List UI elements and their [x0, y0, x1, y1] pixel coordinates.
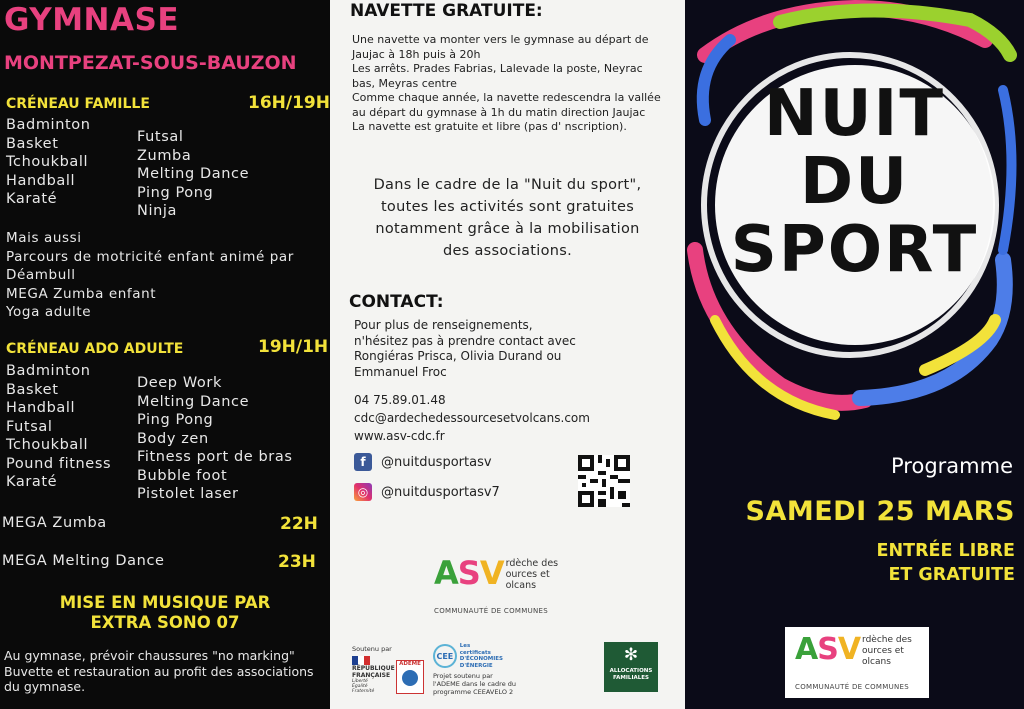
- entree-line: ET GRATUITE: [888, 565, 1015, 585]
- projet-line: l'ADEME dans le cadre du: [433, 680, 517, 688]
- text-line: Rongiéras Prisca, Olivia Durand ou: [354, 349, 562, 363]
- activity: Bubble foot: [137, 467, 228, 484]
- qr-code-icon[interactable]: [578, 455, 630, 507]
- ado-activities-col1: [6, 362, 111, 492]
- creneau-ado-label: CRÉNEAU ADO ADULTE: [6, 341, 184, 357]
- gymnase-note: [4, 648, 324, 695]
- activity: Pound fitness: [6, 455, 112, 472]
- activity: Deep Work: [137, 375, 222, 391]
- asv-side-text: [862, 635, 912, 668]
- caf-logo: [604, 642, 658, 692]
- text-line: Comme chaque année, la navette redescendra la vallée: [352, 91, 661, 104]
- gymnase-title: GYMNASE: [4, 2, 179, 38]
- cee-logo: [433, 643, 503, 669]
- text-line: Les arrêts. Prades Fabrias, Lalevade la poste, Neyrac: [352, 62, 643, 75]
- asv-letters: [795, 633, 860, 667]
- famille-activities-col2: [137, 128, 249, 221]
- contact-text: [354, 318, 576, 380]
- caf-emblem-icon: ✻: [623, 645, 639, 665]
- asv-letter-v: V: [479, 554, 504, 592]
- navette-text: [352, 33, 661, 135]
- asv-subtitle: COMMUNAUTÉ DE COMMUNES: [434, 607, 549, 615]
- text-line: La navette est gratuite et libre (pas d' nscription).: [352, 120, 627, 133]
- activity: Tchoukball: [6, 437, 89, 453]
- cee-line: D'ÉNERGIE: [459, 662, 493, 669]
- caf-line: ALLOCATIONS: [609, 668, 653, 674]
- facebook-icon: f: [354, 453, 372, 471]
- asv-logo-right: [785, 627, 929, 698]
- asv-letters: [434, 556, 504, 590]
- location-title: MONTPEZAT-SOUS-BAUZON: [4, 52, 297, 74]
- instagram-icon: ◎: [354, 483, 372, 501]
- activity: Futsal: [6, 418, 53, 435]
- asv-subtitle: COMMUNAUTÉ DE COMMUNES: [795, 683, 910, 691]
- programme-label: Programme: [891, 454, 1013, 478]
- asv-line: rdèche des: [862, 635, 912, 645]
- creneau-famille-label: CRÉNEAU FAMILLE: [6, 96, 150, 112]
- ado-activities-col2: [137, 374, 293, 504]
- quote-line: notamment grâce à la mobilisation: [375, 221, 640, 237]
- asv-letter-a: A: [795, 632, 818, 667]
- entree-line: ENTRÉE LIBRE: [876, 541, 1015, 561]
- activity: Ninja: [137, 203, 177, 219]
- activity: Ping Pong: [137, 412, 214, 428]
- activity: Fitness port de bras: [137, 449, 293, 465]
- devise-line: Égalité: [352, 684, 368, 689]
- activity: Karaté: [6, 191, 58, 207]
- contact-title: CONTACT:: [349, 292, 444, 312]
- quote-line: toutes les activités sont gratuites: [380, 199, 635, 215]
- republique-line: FRANÇAISE: [352, 672, 391, 679]
- instagram-link[interactable]: [354, 483, 500, 501]
- asv-letter-s: S: [817, 632, 838, 667]
- ademe-globe-icon: [402, 670, 418, 686]
- caf-text: [604, 668, 658, 682]
- asv-logo: [434, 556, 558, 591]
- title-line-du: DU: [799, 145, 910, 219]
- note-line: Au gymnase, prévoir chaussures "no marking": [4, 648, 295, 663]
- note-line: du gymnase.: [4, 679, 86, 694]
- activity: Futsal: [137, 129, 184, 145]
- activity: Pistolet laser: [137, 486, 239, 502]
- activity: Basket: [6, 135, 59, 152]
- text-line: n'hésitez pas à prendre contact avec: [354, 333, 576, 348]
- musique-line: MISE EN MUSIQUE PAR: [59, 593, 271, 612]
- activity: Basket: [6, 381, 59, 398]
- ademe-text: ADEME: [399, 661, 421, 667]
- activity: Karaté: [6, 474, 58, 490]
- mega-melting-label: MEGA Melting Dance: [2, 553, 165, 569]
- french-flag-icon: [352, 656, 370, 665]
- activity: Melting Dance: [137, 166, 250, 182]
- activity: Zumba: [137, 147, 192, 164]
- extra-activity: Yoga adulte: [6, 304, 92, 320]
- event-date: SAMEDI 25 MARS: [745, 496, 1015, 527]
- asv-side-text: [506, 558, 559, 591]
- republique-line: RÉPUBLIQUE: [352, 665, 395, 672]
- facebook-link[interactable]: [354, 453, 492, 471]
- middle-panel: [330, 0, 685, 709]
- activity: Handball: [6, 172, 76, 189]
- famille-activities-col1: [6, 116, 91, 209]
- republique-logo: [352, 656, 396, 696]
- facebook-handle: @nuitdusportasv: [381, 454, 492, 470]
- musique-line: EXTRA SONO 07: [90, 613, 240, 632]
- activity: Melting Dance: [137, 393, 250, 410]
- soutenu-par: Soutenu par: [352, 645, 392, 653]
- projet-line: Projet soutenu par: [433, 672, 493, 680]
- mega-zumba-label: MEGA Zumba: [2, 515, 107, 531]
- text-line: au départ du gymnase à 1h du matin direction Jaujac: [352, 105, 646, 119]
- ademe-logo: [396, 660, 424, 694]
- asv-line: ources et: [505, 569, 550, 580]
- contact-website[interactable]: www.asv-cdc.fr: [354, 429, 445, 443]
- text-line: bas, Meyras centre: [352, 76, 457, 90]
- event-title: [685, 77, 1024, 287]
- contact-email[interactable]: cdc@ardechedessourcesetvolcans.com: [354, 411, 590, 425]
- quote-line: des associations.: [442, 243, 573, 259]
- creneau-ado-time: 19H/1H: [258, 337, 329, 357]
- cee-line: Les certificats: [459, 643, 491, 656]
- instagram-handle: @nuitdusportasv7: [381, 484, 500, 500]
- extra-activity: Mais aussi: [6, 230, 82, 246]
- extra-activity: Parcours de motricité enfant animé par: [6, 248, 294, 265]
- asv-line: olcans: [505, 580, 537, 591]
- republique-text: [352, 665, 396, 679]
- text-line: Jaujac à 18h puis à 20h: [352, 47, 481, 61]
- devise-line: Fraternité: [352, 689, 375, 694]
- mais-aussi-list: [6, 229, 294, 322]
- activity: Ping Pong: [137, 184, 214, 201]
- devise-text: [352, 679, 396, 694]
- cee-label: [460, 643, 503, 669]
- asv-logo: [795, 633, 912, 668]
- entree-libre: [685, 539, 1015, 587]
- mega-zumba-time: 22H: [280, 514, 318, 534]
- right-panel: [685, 0, 1024, 709]
- creneau-famille-time: 16H/19H: [248, 93, 330, 113]
- quote-line: Dans le cadre de la "Nuit du sport",: [373, 177, 642, 193]
- title-line-nuit: NUIT: [764, 77, 945, 151]
- title-line-sport: SPORT: [730, 213, 979, 287]
- activity: Badminton: [6, 363, 91, 379]
- activity: Badminton: [6, 117, 91, 133]
- asv-letter-v: V: [837, 632, 861, 667]
- left-panel: [0, 0, 330, 709]
- projet-soutenu: [433, 672, 516, 696]
- mega-melting-time: 23H: [278, 552, 316, 572]
- activity: Body zen: [137, 430, 209, 447]
- devise-line: Liberté: [352, 679, 368, 684]
- cee-badge: CEE: [433, 644, 457, 668]
- contact-phone[interactable]: 04 75.89.01.48: [354, 393, 446, 407]
- extra-activity: Déambull: [6, 267, 76, 283]
- activity: Handball: [6, 400, 76, 416]
- asv-letter-s: S: [457, 554, 480, 592]
- caf-line: FAMILIALES: [613, 675, 649, 681]
- asv-line: olcans: [862, 657, 891, 667]
- note-line: Buvette et restauration au profit des associations: [4, 663, 314, 679]
- extra-activity: MEGA Zumba enfant: [6, 285, 157, 302]
- text-line: Emmanuel Froc: [354, 364, 447, 379]
- navette-title: NAVETTE GRATUITE:: [350, 1, 543, 21]
- cee-line: D'ÉCONOMIES: [459, 656, 503, 662]
- nuit-du-sport-quote: [340, 174, 675, 262]
- text-line: Pour plus de renseignements,: [354, 318, 533, 332]
- asv-line: ources et: [862, 646, 904, 656]
- asv-line: rdèche des: [505, 558, 559, 569]
- musique-credit: [0, 593, 330, 633]
- asv-letter-a: A: [434, 554, 458, 592]
- text-line: Une navette va monter vers le gymnase au départ de: [352, 33, 649, 46]
- projet-line: programme CEEAVELO 2: [433, 688, 514, 696]
- activity: Tchoukball: [6, 154, 89, 170]
